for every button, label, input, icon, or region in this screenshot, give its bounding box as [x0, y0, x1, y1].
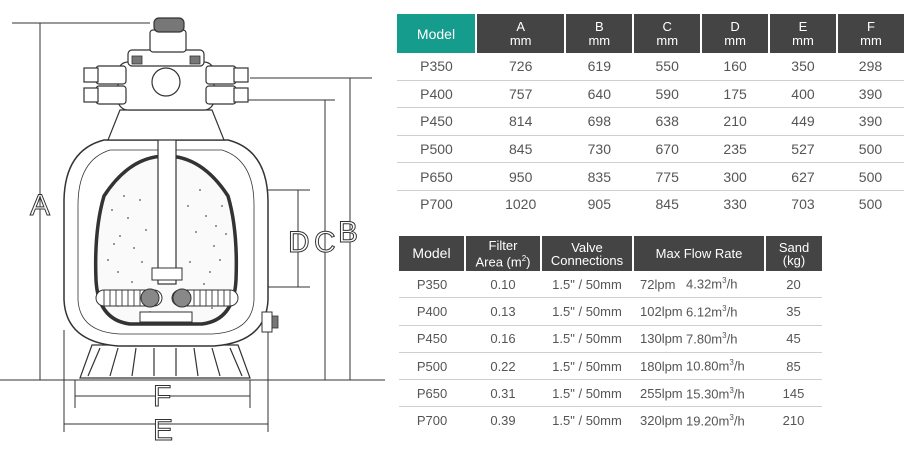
flow-m3h-unit: /h	[733, 358, 745, 374]
superscript: 3	[729, 412, 734, 422]
flow-m3h-value: 15.30m	[686, 386, 730, 401]
value-cell: 175	[701, 80, 769, 108]
value-cell: 640	[565, 80, 633, 108]
value-cell: 500	[837, 163, 904, 191]
dimensions-column-header	[565, 14, 633, 53]
flow-m3h-unit: /h	[733, 386, 745, 401]
header-line: (kg)	[782, 252, 806, 268]
column-letter: F	[866, 18, 875, 34]
value-cell: 670	[633, 135, 701, 163]
value-cell: 390	[837, 108, 904, 136]
value-cell: 298	[837, 53, 904, 80]
dimensions-column-header	[837, 14, 904, 53]
flow-m3h-unit: /h	[726, 331, 738, 347]
table-row	[397, 163, 904, 191]
flow-m3h-unit: /h	[733, 413, 745, 429]
flow-m3h-unit: /h	[726, 304, 738, 320]
flow-m3h-value: 4.32m	[686, 276, 723, 292]
value-cell: 500	[858, 196, 883, 213]
header-line: )	[526, 254, 531, 270]
value-cell: 235	[701, 135, 769, 163]
value-cell: 726	[476, 53, 565, 80]
filter-area-cell: 0.16	[465, 325, 541, 352]
table-row	[399, 352, 822, 379]
sand-filter-diagram	[0, 0, 390, 452]
superscript: 3	[729, 358, 734, 368]
header-line: Sand	[778, 239, 810, 255]
dimensions-column-header	[701, 14, 769, 53]
valve-cell: 1.5" / 50mm	[552, 413, 622, 429]
max-flow-rate-header: Max Flow Rate	[633, 236, 765, 271]
value-cell: 500	[837, 135, 904, 163]
model-cell: P700	[416, 413, 448, 429]
value-cell: 835	[565, 163, 633, 191]
filter-area-cell: 0.10	[465, 271, 541, 298]
sand-cell: 20	[765, 271, 822, 298]
superscript: 3	[722, 331, 727, 341]
table-row	[399, 325, 822, 352]
model-cell: P450	[399, 325, 465, 352]
model-cell: P500	[399, 352, 465, 379]
table-row	[397, 135, 904, 163]
flow-lpm: 255lpm	[640, 386, 683, 401]
column-letter: C	[662, 18, 672, 34]
value-cell: 527	[769, 135, 837, 163]
dimensions-model-header: Model	[397, 14, 476, 53]
model-cell: P650	[399, 380, 465, 407]
flow-m3h	[686, 304, 758, 319]
value-cell: 300	[701, 163, 769, 191]
column-unit: mm	[588, 32, 611, 48]
filter-area-cell: 0.22	[465, 352, 541, 379]
flow-lpm: 102lpm	[640, 304, 683, 320]
header-line: Filter	[488, 237, 518, 253]
value-cell: 619	[565, 53, 633, 80]
column-unit: mm	[724, 32, 746, 48]
flow-lpm: 320lpm	[640, 413, 683, 429]
performance-model-header: Model	[399, 236, 465, 271]
column-unit: mm	[656, 32, 679, 48]
superscript: 3	[722, 303, 727, 313]
performance-header-row	[399, 236, 822, 271]
value-cell: 550	[633, 53, 701, 80]
sand-cell: 210	[782, 413, 805, 429]
value-cell: 757	[476, 80, 565, 108]
dimensions-column-header	[769, 14, 837, 53]
flow-m3h	[686, 413, 758, 428]
valve-cell: 1.5" / 50mm	[541, 380, 633, 407]
value-cell: 160	[701, 53, 769, 80]
value-cell: 390	[837, 80, 904, 108]
column-letter: D	[730, 18, 740, 34]
flow-m3h-value: 7.80m	[686, 331, 723, 347]
table-row	[399, 298, 822, 325]
dimension-label-c: C	[314, 226, 336, 259]
value-cell: 330	[723, 196, 747, 213]
flow-cell	[633, 271, 765, 298]
model-cell: P350	[397, 53, 476, 80]
value-cell: 210	[701, 108, 769, 136]
dimension-label-b: B	[338, 216, 359, 249]
filter-area-cell: 0.39	[490, 413, 516, 429]
table-row	[397, 108, 904, 136]
value-cell: 845	[476, 135, 565, 163]
header-line: Valve	[571, 239, 603, 255]
column-unit: mm	[792, 32, 814, 48]
value-cell: 400	[769, 80, 837, 108]
column-letter: E	[798, 18, 808, 34]
flow-lpm: 130lpm	[640, 331, 683, 347]
column-letter: A	[516, 18, 526, 34]
flow-cell	[633, 380, 765, 407]
superscript: 2	[521, 253, 527, 263]
table-row	[397, 80, 904, 108]
flow-m3h	[686, 276, 758, 291]
dimension-label-d: D	[288, 226, 310, 259]
dimensions-table	[397, 14, 904, 218]
column-unit: mm	[509, 32, 532, 48]
column-letter: B	[594, 18, 604, 34]
flow-m3h	[686, 386, 758, 401]
valve-cell: 1.5" / 50mm	[541, 325, 633, 352]
dimension-label-f: F	[153, 380, 172, 413]
valve-connections-header	[541, 236, 633, 271]
valve-cell: 1.5" / 50mm	[541, 298, 633, 325]
superscript: 3	[722, 276, 727, 286]
sand-cell: 145	[765, 380, 822, 407]
performance-table	[399, 236, 822, 434]
flow-m3h-value: 19.20m	[686, 413, 730, 429]
table-row	[397, 190, 904, 217]
dimension-label-a: A	[30, 189, 51, 222]
value-cell: 638	[633, 108, 701, 136]
table-row	[399, 407, 822, 434]
sand-cell: 45	[765, 325, 822, 352]
model-cell: P700	[420, 196, 453, 213]
value-cell: 905	[587, 196, 611, 213]
flow-m3h-unit: /h	[726, 276, 738, 292]
value-cell: 627	[769, 163, 837, 191]
value-cell: 845	[655, 196, 679, 213]
table-row	[399, 271, 822, 298]
sand-cell: 85	[765, 352, 822, 379]
dimensions-column-header	[476, 14, 565, 53]
flow-m3h-value: 6.12m	[686, 304, 723, 320]
value-cell: 698	[565, 108, 633, 136]
dimensions-header-row	[397, 14, 904, 53]
header-line: Connections	[550, 252, 624, 268]
filter-area-header	[465, 236, 541, 271]
flow-m3h	[686, 331, 758, 346]
value-cell: 1020	[505, 196, 537, 213]
value-cell: 775	[633, 163, 701, 191]
model-cell: P400	[399, 298, 465, 325]
table-row	[397, 53, 904, 80]
sand-cell: 35	[765, 298, 822, 325]
valve-cell: 1.5" / 50mm	[541, 271, 633, 298]
superscript: 3	[729, 385, 734, 395]
column-unit: mm	[860, 32, 882, 48]
model-cell: P500	[397, 135, 476, 163]
model-cell: P450	[397, 108, 476, 136]
filter-area-cell: 0.13	[465, 298, 541, 325]
flow-cell	[633, 352, 765, 379]
value-cell: 350	[769, 53, 837, 80]
value-cell: 590	[633, 80, 701, 108]
flow-m3h	[686, 358, 758, 373]
table-row	[399, 380, 822, 407]
dimensions-column-header	[633, 14, 701, 53]
flow-cell	[633, 407, 765, 434]
value-cell: 730	[565, 135, 633, 163]
flow-lpm: 72lpm	[640, 276, 676, 292]
flow-lpm: 180lpm	[640, 358, 683, 374]
flow-cell	[633, 298, 765, 325]
filter-area-cell: 0.31	[465, 380, 541, 407]
value-cell: 814	[476, 108, 565, 136]
dimension-label-e: E	[153, 414, 174, 447]
value-cell: 703	[791, 196, 815, 213]
valve-cell: 1.5" / 50mm	[541, 352, 633, 379]
model-cell: P350	[399, 271, 465, 298]
value-cell: 449	[769, 108, 837, 136]
flow-cell	[633, 325, 765, 352]
model-cell: P400	[397, 80, 476, 108]
sand-header	[765, 236, 822, 271]
model-cell: P650	[397, 163, 476, 191]
header-line: Area (m	[475, 254, 522, 270]
value-cell: 950	[476, 163, 565, 191]
flow-m3h-value: 10.80m	[686, 358, 730, 374]
